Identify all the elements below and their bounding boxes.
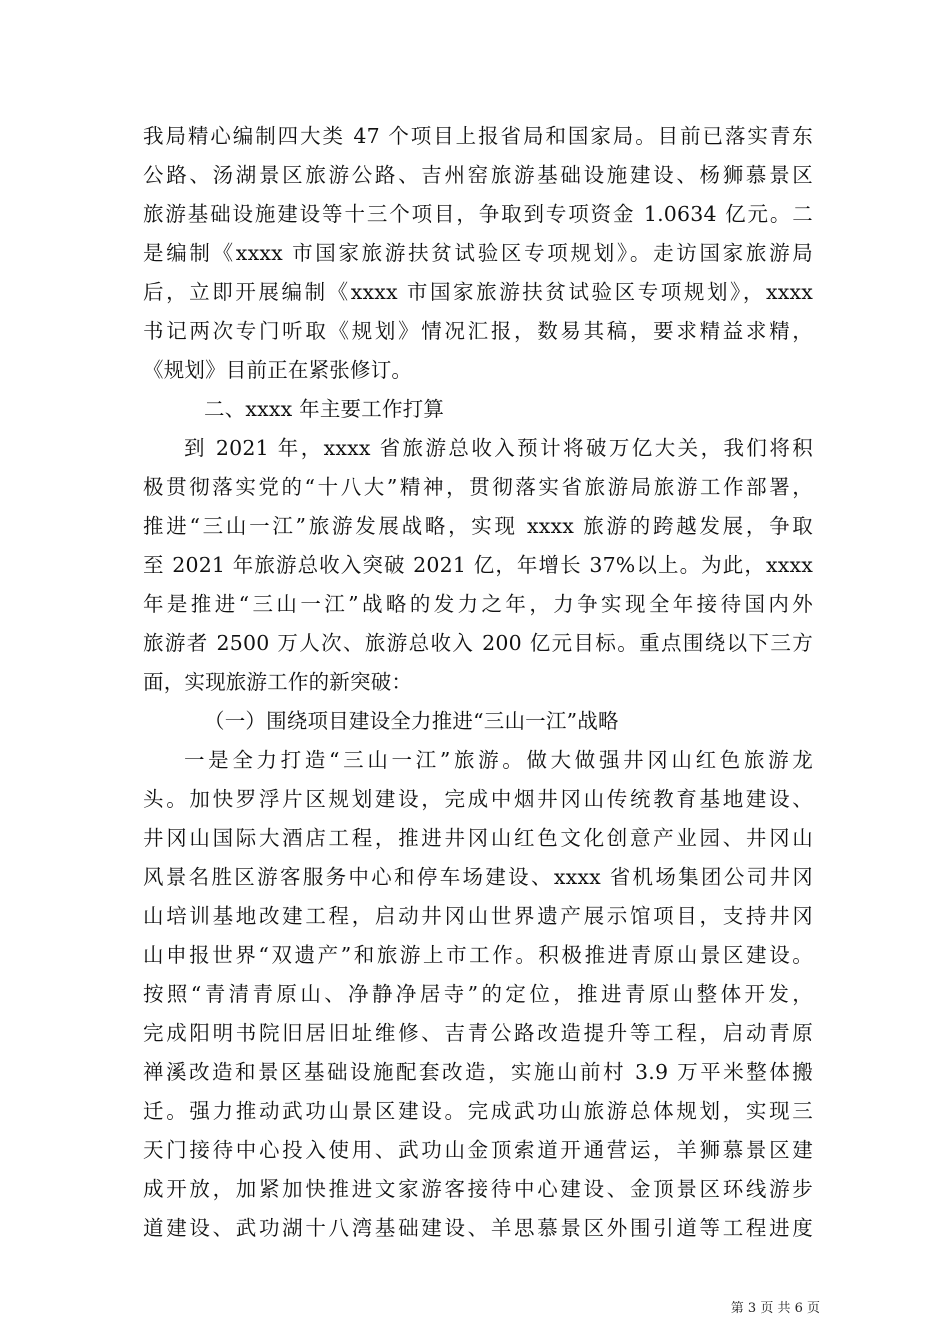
text-line: 我局精心编制四大类 47 个项目上报省局和国家局。目前已落实青东 <box>143 124 813 148</box>
text-line: 道建设、武功湖十八湾基础建设、羊思慕景区外围引道等工程进度 <box>143 1216 813 1240</box>
text-line: 山申报世界“双遗产”和旅游上市工作。积极推进青原山景区建设。 <box>143 943 813 967</box>
text-line: 旅游者 2500 万人次、旅游总收入 200 亿元目标。重点围绕以下三方 <box>143 631 813 655</box>
text-line: 是编制《xxxx 市国家旅游扶贫试验区专项规划》。走访国家旅游局 <box>143 241 813 265</box>
text-line: 一是全力打造“三山一江”旅游。做大做强井冈山红色旅游龙 <box>184 748 813 772</box>
text-line: 天门接待中心投入使用、武功山金顶索道开通营运，羊狮慕景区建 <box>143 1138 813 1162</box>
text-line: 山培训基地改建工程，启动井冈山世界遗产展示馆项目，支持井冈 <box>143 904 813 928</box>
text-line: 《规划》目前正在紧张修订。 <box>143 358 413 382</box>
text-line: 面，实现旅游工作的新突破： <box>143 670 413 694</box>
subsection-heading: （一）围绕项目建设全力推进“三山一江”战略 <box>204 709 619 733</box>
text-line: 极贯彻落实党的“十八大”精神，贯彻落实省旅游局旅游工作部署， <box>143 475 813 499</box>
text-line: 井冈山国际大酒店工程，推进井冈山红色文化创意产业园、井冈山 <box>143 826 813 850</box>
text-line: 后，立即开展编制《xxxx 市国家旅游扶贫试验区专项规划》，xxxx <box>143 280 813 304</box>
text-line: 按照“青清青原山、净静净居寺”的定位，推进青原山整体开发， <box>143 982 813 1006</box>
text-line: 书记两次专门听取《规划》情况汇报，数易其稿，要求精益求精， <box>143 319 813 343</box>
text-line: 旅游基础设施建设等十三个项目，争取到专项资金 1.0634 亿元。二 <box>143 202 813 226</box>
text-line: 到 2021 年，xxxx 省旅游总收入预计将破万亿大关，我们将积 <box>184 436 813 460</box>
text-line: 成开放，加紧加快推进文家游客接待中心建设、金顶景区环线游步 <box>143 1177 813 1201</box>
text-line: 年是推进“三山一江”战略的发力之年，力争实现全年接待国内外 <box>143 592 813 616</box>
text-line: 推进“三山一江”旅游发展战略，实现 xxxx 旅游的跨越发展，争取 <box>143 514 813 538</box>
section-heading: 二、xxxx 年主要工作打算 <box>204 397 445 421</box>
text-line: 迁。强力推动武功山景区建设。完成武功山旅游总体规划，实现三 <box>143 1099 813 1123</box>
text-line: 头。加快罗浮片区规划建设，完成中烟井冈山传统教育基地建设、 <box>143 787 813 811</box>
body-text <box>143 117 813 1248</box>
text-line: 风景名胜区游客服务中心和停车场建设、xxxx 省机场集团公司井冈 <box>143 865 813 889</box>
text-line: 公路、汤湖景区旅游公路、吉州窑旅游基础设施建设、杨狮慕景区 <box>143 163 813 187</box>
text-line: 完成阳明书院旧居旧址维修、吉青公路改造提升等工程，启动青原 <box>143 1021 813 1045</box>
text-line: 至 2021 年旅游总收入突破 2021 亿，年增长 37%以上。为此，xxxx <box>143 553 813 577</box>
text-line: 禅溪改造和景区基础设施配套改造，实施山前村 3.9 万平米整体搬 <box>143 1060 813 1084</box>
page-number: 第 3 页 共 6 页 <box>730 1301 820 1316</box>
